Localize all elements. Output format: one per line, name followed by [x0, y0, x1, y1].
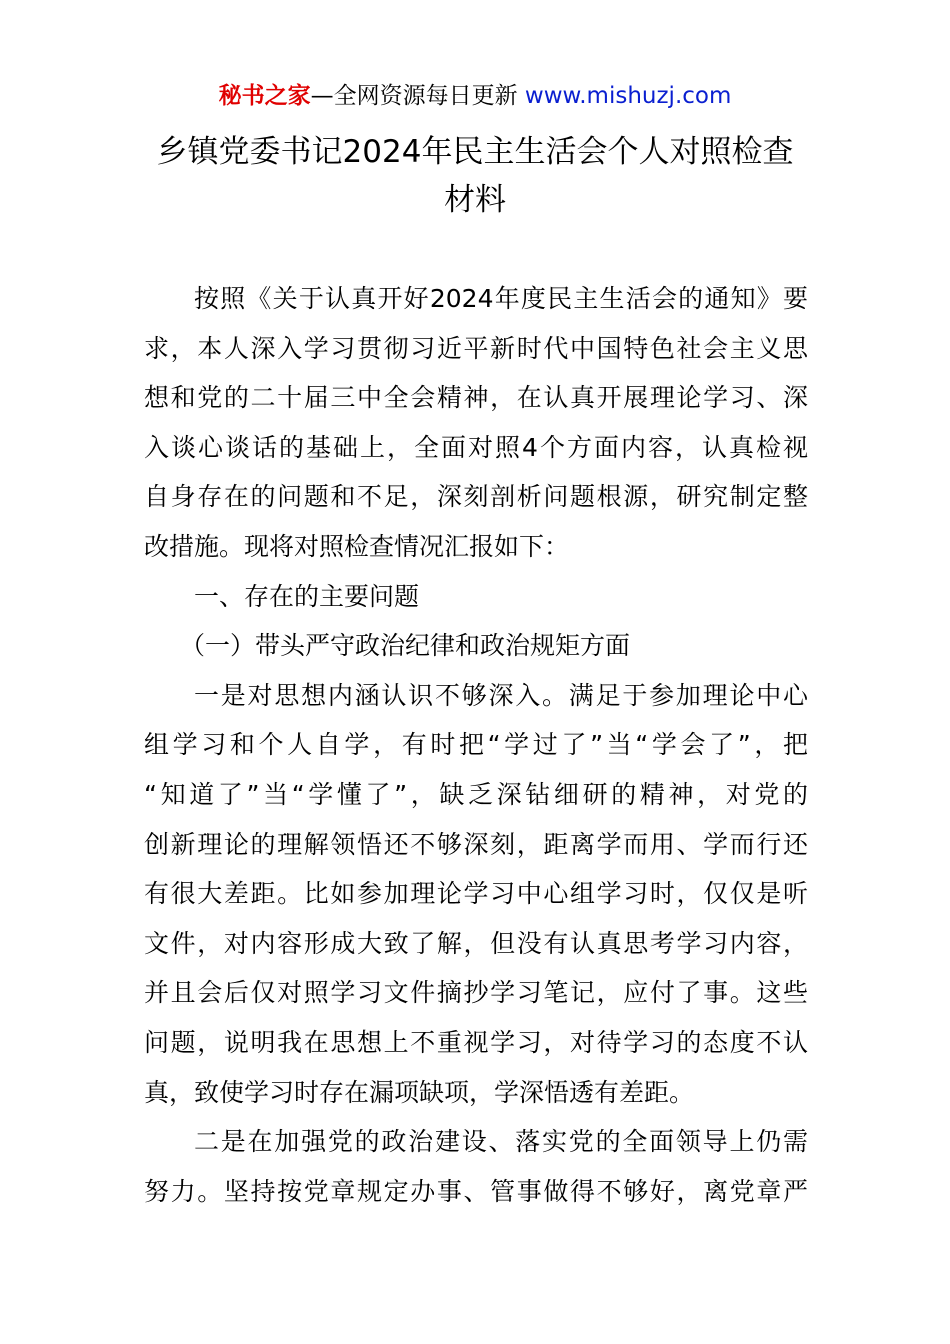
- section-heading: 一、存在的主要问题: [194, 581, 420, 611]
- paragraph-intro-line: 想和党的二十届三中全会精神，在认真开展理论学习、深: [144, 383, 808, 413]
- document-title: [140, 128, 810, 224]
- title-line-2: 材料: [444, 182, 506, 218]
- paragraph-point-one-line: 创新理论的理解领悟还不够深刻，距离学而用、学而行还: [144, 829, 808, 859]
- paragraph-intro-line: 自身存在的问题和不足，深刻剖析问题根源，研究制定整: [144, 482, 808, 512]
- paragraph-point-two-line: 二是在加强党的政治建设、落实党的全面领导上仍需: [194, 1127, 808, 1157]
- document-body: [144, 274, 808, 1216]
- site-url-link[interactable]: www.mishuzj.com: [524, 83, 732, 109]
- paragraph-point-one-line: 文件，对内容形成大致了解，但没有认真思考学习内容，: [144, 928, 808, 958]
- paragraph-point-one-line: 真，致使学习时存在漏项缺项，学深悟透有差距。: [144, 1077, 695, 1107]
- paragraph-intro-line: 求，本人深入学习贯彻习近平新时代中国特色社会主义思: [144, 333, 808, 363]
- paragraph-point-one-line: 一是对思想内涵认识不够深入。满足于参加理论中心: [194, 680, 808, 710]
- watermark-header: [0, 80, 950, 112]
- paragraph-point-one-line: 有很大差距。比如参加理论学习中心组学习时，仅仅是听: [144, 879, 808, 909]
- paragraph-point-one-line: 组学习和个人自学，有时把“学过了”当“学会了”，把: [144, 730, 808, 760]
- paragraph-intro-line: 改措施。现将对照检查情况汇报如下：: [144, 531, 570, 561]
- paragraph-intro-line: 按照《关于认真开好2024年度民主生活会的通知》要: [194, 284, 808, 313]
- header-tagline: —全网资源每日更新: [310, 83, 518, 109]
- paragraph-point-one-line: “知道了”当“学懂了”，缺乏深钻细研的精神，对党的: [144, 779, 808, 809]
- paragraph-point-two-line: 努力。坚持按党章规定办事、管事做得不够好，离党章严: [144, 1176, 808, 1206]
- paragraph-point-one-line: 并且会后仅对照学习文件摘抄学习笔记，应付了事。这些: [144, 978, 808, 1008]
- subsection-heading: （一）带头严守政治纪律和政治规矩方面: [180, 631, 631, 661]
- title-line-1: 乡镇党委书记2024年民主生活会个人对照检查: [156, 134, 794, 170]
- paragraph-point-one-line: 问题，说明我在思想上不重视学习，对待学习的态度不认: [144, 1027, 808, 1057]
- brand-name: 秘书之家: [218, 83, 311, 109]
- paragraph-intro-line: 入谈心谈话的基础上，全面对照4个方面内容，认真检视: [144, 432, 808, 462]
